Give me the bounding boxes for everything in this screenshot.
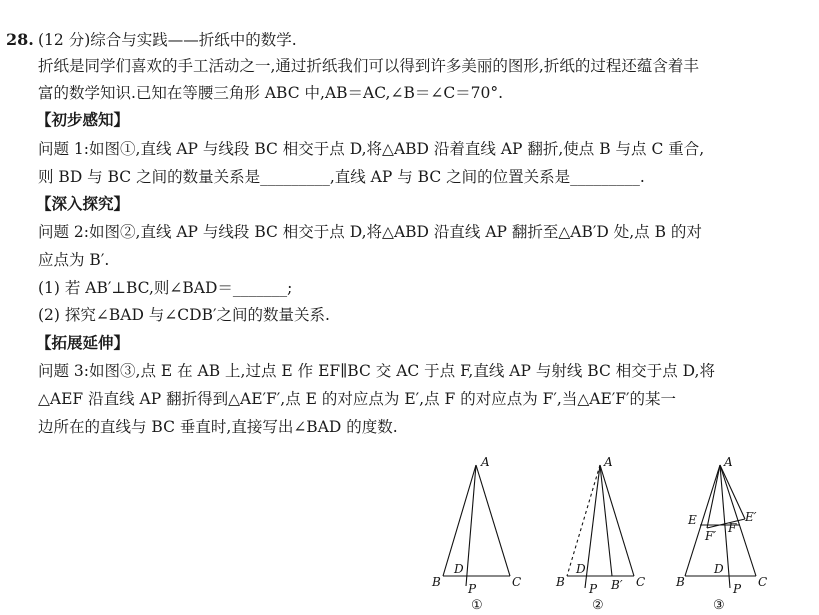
fig1-side-AC	[476, 465, 510, 576]
section-heading-explore: 【深入探究】	[36, 194, 130, 213]
fig1-label-P: P	[468, 582, 477, 596]
question-2-part-1: (1) 若 AB′⊥BC,则∠BAD＝_______;	[38, 279, 293, 297]
fig2-label-P: P	[589, 582, 598, 596]
question-1-line-1: 问题 1:如图①,直线 AP 与线段 BC 相交于点 D,将△ABD 沿着直线 AP 翻折,使点 B 与点 C 重合,	[38, 140, 705, 158]
fig2-side-ABprime	[600, 465, 612, 576]
fig2-label-B: B	[556, 575, 565, 589]
fig2-label-A: A	[604, 455, 613, 469]
fig2-label-Bprime: B′	[611, 578, 623, 592]
fig2-side-AC	[600, 465, 634, 576]
fig3-label-F: F	[728, 521, 737, 535]
fig3-label-P: P	[733, 582, 742, 596]
problem-intro-line-2: 富的数学知识.已知在等腰三角形 ABC 中,AB＝AC,∠B＝∠C＝70°.	[38, 84, 504, 102]
fig2-side-AB-dashed	[567, 465, 600, 576]
fig3-label-D: D	[714, 562, 724, 576]
fig3-label-A: A	[724, 455, 733, 469]
fig2-line-AP	[585, 465, 600, 588]
fig3-label-E: E	[688, 513, 697, 527]
fig3-side-AFprime	[707, 465, 720, 528]
fig3-label-C: C	[758, 575, 768, 589]
question-3-line-1: 问题 3:如图③,点 E 在 AB 上,过点 E 作 EF∥BC 交 AC 于点 F,直线 AP 与射线 BC 相交于点 D,将	[38, 362, 715, 380]
fig1-label-C: C	[512, 575, 522, 589]
fig1-label-A: A	[481, 455, 490, 469]
question-3-line-2: △AEF 沿直线 AP 翻折得到△AE′F′,点 E 的对应点为 E′,点 F 的对应点为 F′,当△AE′F′的某一	[38, 390, 677, 408]
fig1-caption: ①	[471, 598, 483, 613]
fig1-label-D: D	[454, 562, 464, 576]
question-2-line-2: 应点为 B′.	[38, 251, 110, 269]
fig3-label-B: B	[676, 575, 685, 589]
section-heading-extend: 【拓展延伸】	[36, 333, 130, 352]
question-1-line-2: 则 BD 与 BC 之间的数量关系是_________,直线 AP 与 BC 之间的位置关系是_________.	[38, 168, 645, 186]
section-heading-initial: 【初步感知】	[36, 110, 130, 129]
problem-intro-line-1: 折纸是同学们喜欢的手工活动之一,通过折纸我们可以得到许多美丽的图形,折纸的过程还蕴含着丰	[38, 57, 699, 75]
question-3-line-3: 边所在的直线与 BC 垂直时,直接写出∠BAD 的度数.	[38, 418, 398, 436]
fig3-label-Fprime: F′	[705, 529, 717, 543]
problem-title: (12 分)综合与实践——折纸中的数学.	[38, 31, 297, 49]
question-2-line-1: 问题 2:如图②,直线 AP 与线段 BC 相交于点 D,将△ABD 沿直线 AP 翻折至△AB′D 处,点 B 的对	[38, 223, 702, 241]
question-number: 28.	[6, 30, 34, 49]
question-2-part-2: (2) 探究∠BAD 与∠CDB′之间的数量关系.	[38, 306, 330, 324]
fig1-label-B: B	[432, 575, 441, 589]
fig3-caption: ③	[713, 598, 725, 613]
fig2-caption: ②	[592, 598, 604, 613]
fig2-label-C: C	[636, 575, 646, 589]
fig2-label-D: D	[576, 562, 586, 576]
fig3-label-Eprime: E′	[745, 510, 757, 524]
